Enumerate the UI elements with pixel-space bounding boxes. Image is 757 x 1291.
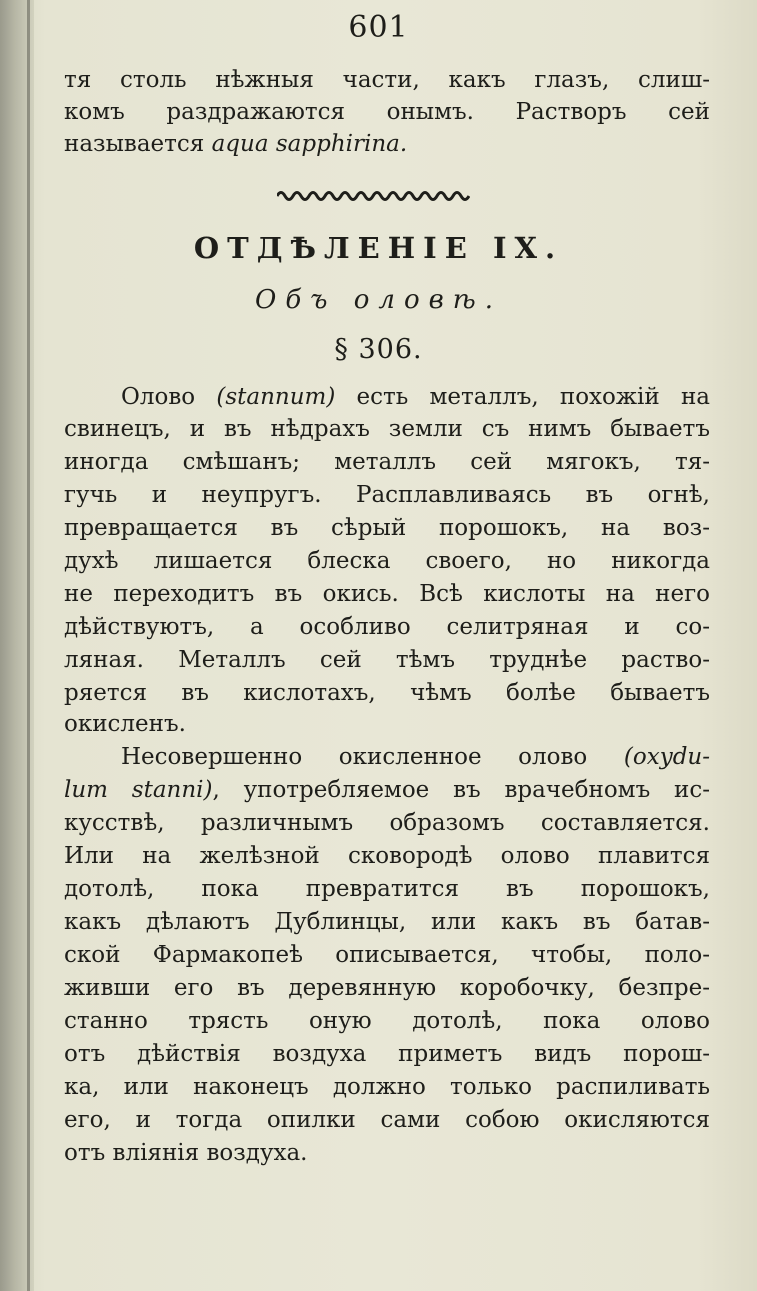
text-line: отъ дѣйствія воздуха приметъ видъ порош- (64, 1041, 710, 1067)
paragraph-number: § 306. (334, 334, 423, 365)
latin-term: lum stanni) (64, 777, 213, 803)
text-line: отъ вліянія воздуха. (64, 1140, 308, 1166)
text-line: живши его въ деревянную коробочку, безпре- (64, 975, 710, 1001)
text-line: ляная. Металлъ сей тѣмъ труднѣе раство- (64, 647, 710, 673)
text-line: ка, или наконецъ должно только распиливать (64, 1074, 710, 1100)
text-line (64, 774, 710, 806)
text-line: тя столь нѣжныя части, какъ глазъ, слиш- (64, 67, 710, 93)
text-line (121, 381, 710, 413)
text-line: гучь и неупругъ. Расплавливаясь въ огнѣ, (64, 482, 710, 508)
text-line: ряется въ кислотахъ, чѣмъ болѣе бываетъ (64, 680, 710, 706)
text-run: называется (64, 131, 212, 157)
text-line: ской Фармакопеѣ описывается, чтобы, поло- (64, 942, 710, 968)
text-line: Или на желѣзной сковородѣ олово плавится (64, 843, 710, 869)
text-line: дотолѣ, пока превратится въ порошокъ, (64, 876, 710, 902)
text-line: кусствѣ, различнымъ образомъ составляется. (64, 810, 710, 836)
latin-term: aqua sapphirina. (211, 131, 408, 157)
section-subtitle: Объ оловѣ. (255, 285, 502, 315)
text-run: есть металлъ, похожій на (335, 384, 710, 410)
text-run: Несовершенно окисленное олово (121, 744, 624, 770)
section-title: ОТДѢЛЕНІЕ IX. (193, 231, 564, 265)
page-number: 601 (348, 10, 409, 45)
gutter-line (27, 0, 30, 1291)
text-line: какъ дѣлаютъ Дублинцы, или какъ въ батав- (64, 909, 710, 935)
text-line: свинецъ, и въ нѣдрахъ земли съ нимъ бываетъ (64, 416, 710, 442)
ornament-divider (277, 188, 470, 204)
text-line: не переходитъ въ окись. Всѣ кислоты на него (64, 581, 710, 607)
latin-term: (stannum) (216, 384, 336, 410)
text-run: , употребляемое въ врачебномъ ис- (212, 777, 710, 803)
text-line: окисленъ. (64, 711, 186, 737)
text-line (64, 128, 710, 160)
text-line: его, и тогда опилки сами собою окисляются (64, 1107, 710, 1133)
text-line (121, 741, 710, 773)
latin-term: (oxydu- (623, 744, 710, 770)
text-line: комъ раздражаются онымъ. Растворъ сей (64, 99, 710, 125)
text-line: дѣйствуютъ, а особливо селитряная и со- (64, 614, 710, 640)
text-line: станно трясть оную дотолѣ, пока олово (64, 1008, 710, 1034)
text-line: превращается въ сѣрый порошокъ, на воз- (64, 515, 710, 541)
text-run: Олово (121, 384, 217, 410)
text-line: духѣ лишается блеска своего, но никогда (64, 548, 710, 574)
text-line: иногда смѣшанъ; металлъ сей мягокъ, тя- (64, 449, 710, 475)
